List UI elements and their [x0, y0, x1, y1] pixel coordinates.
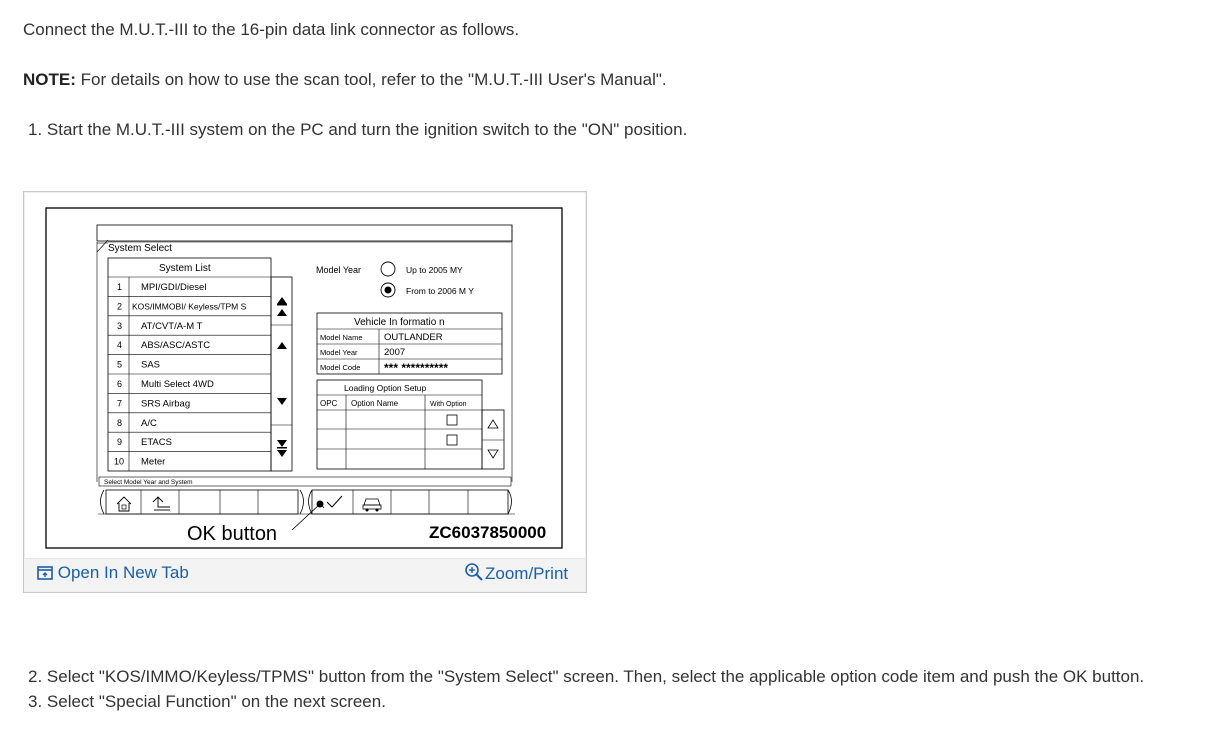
- loading-option-title: Loading Option Setup: [344, 383, 427, 393]
- radio-label-1: Up to 2005 MY: [406, 265, 463, 275]
- system-row-name[interactable]: AT/CVT/A-M T: [141, 320, 203, 332]
- screen-title: System Select: [108, 243, 172, 254]
- option-name-header: Option Name: [351, 399, 399, 408]
- system-row-number: 10: [114, 456, 125, 467]
- opc-header: OPC: [320, 399, 338, 408]
- system-row-name[interactable]: Meter: [141, 456, 166, 468]
- vi-value-code: *** **********: [384, 361, 449, 375]
- option-checkbox-2[interactable]: [447, 435, 457, 445]
- status-text: Select Model Year and System: [104, 479, 193, 486]
- system-row-name[interactable]: ETACS: [141, 437, 172, 449]
- note-text: For details on how to use the scan tool, refer to the "M.U.T.-III User's Manual".: [75, 70, 667, 89]
- step-1: 1. Start the M.U.T.-III system on the PC and turn the ignition switch to the "ON" position.: [28, 120, 688, 139]
- zoom-icon: [465, 563, 485, 581]
- radio-label-2: From to 2006 M Y: [406, 286, 474, 296]
- vi-label-year: Model Year: [320, 348, 358, 357]
- radio-up-to-2005[interactable]: [381, 262, 395, 276]
- system-row-name[interactable]: MPI/GDI/Diesel: [141, 282, 207, 293]
- system-row-number: 8: [117, 417, 123, 428]
- system-row-name[interactable]: KOS/IMMOBI/ Keyless/TPM S: [132, 301, 247, 312]
- system-row-name[interactable]: A/C: [141, 417, 157, 429]
- system-row-number: 5: [117, 359, 123, 370]
- system-row-number: 3: [117, 320, 123, 331]
- system-row-number: 7: [117, 398, 123, 409]
- radio-selected-dot: [385, 287, 392, 294]
- vehicle-info-title: Vehicle In formatio n: [354, 317, 445, 328]
- step-2: 2. Select "KOS/IMMO/Keyless/TPMS" button from the "System Select" screen. Then, select the applicable option code item and push the OK button.: [28, 667, 1145, 686]
- note-label: NOTE:: [23, 70, 76, 89]
- vi-label-code: Model Code: [320, 363, 361, 372]
- figure-container: [23, 191, 587, 593]
- system-list-header: System List: [159, 263, 211, 274]
- option-checkbox-1[interactable]: [447, 415, 457, 425]
- zoom-print-label: Zoom/Print: [485, 564, 569, 583]
- open-new-tab-label: Open In New Tab: [57, 563, 189, 582]
- vi-value-year: 2007: [384, 347, 406, 358]
- model-year-label: Model Year: [316, 265, 362, 275]
- figure-link-bar: [24, 558, 585, 591]
- open-tab-icon: [37, 566, 53, 580]
- system-row-name[interactable]: SRS Airbag: [141, 398, 191, 410]
- vi-value-name: OUTLANDER: [384, 332, 443, 343]
- system-row-number: 1: [117, 282, 123, 292]
- ok-button-label: OK button: [187, 523, 278, 545]
- system-row-number: 4: [117, 340, 123, 351]
- with-option-header: With Option: [430, 401, 467, 408]
- system-row-number: 6: [117, 379, 123, 389]
- system-row-number: 2: [117, 301, 123, 312]
- system-row-name[interactable]: ABS/ASC/ASTC: [141, 340, 211, 352]
- system-row-number: 9: [117, 437, 123, 448]
- system-row-name[interactable]: SAS: [141, 359, 161, 371]
- system-row-name[interactable]: Multi Select 4WD: [141, 379, 214, 390]
- figure-code: ZC6037850000: [429, 523, 547, 542]
- step-3: 3. Select "Special Function" on the next screen.: [28, 692, 386, 711]
- intro-text: Connect the M.U.T.-III to the 16-pin data link connector as follows.: [23, 20, 520, 39]
- zoom-print-link[interactable]: [465, 563, 568, 584]
- vi-label-name: Model Name: [320, 333, 363, 342]
- note-paragraph: [23, 69, 667, 91]
- open-new-tab-link[interactable]: [37, 563, 189, 583]
- system-select-figure: [24, 192, 586, 558]
